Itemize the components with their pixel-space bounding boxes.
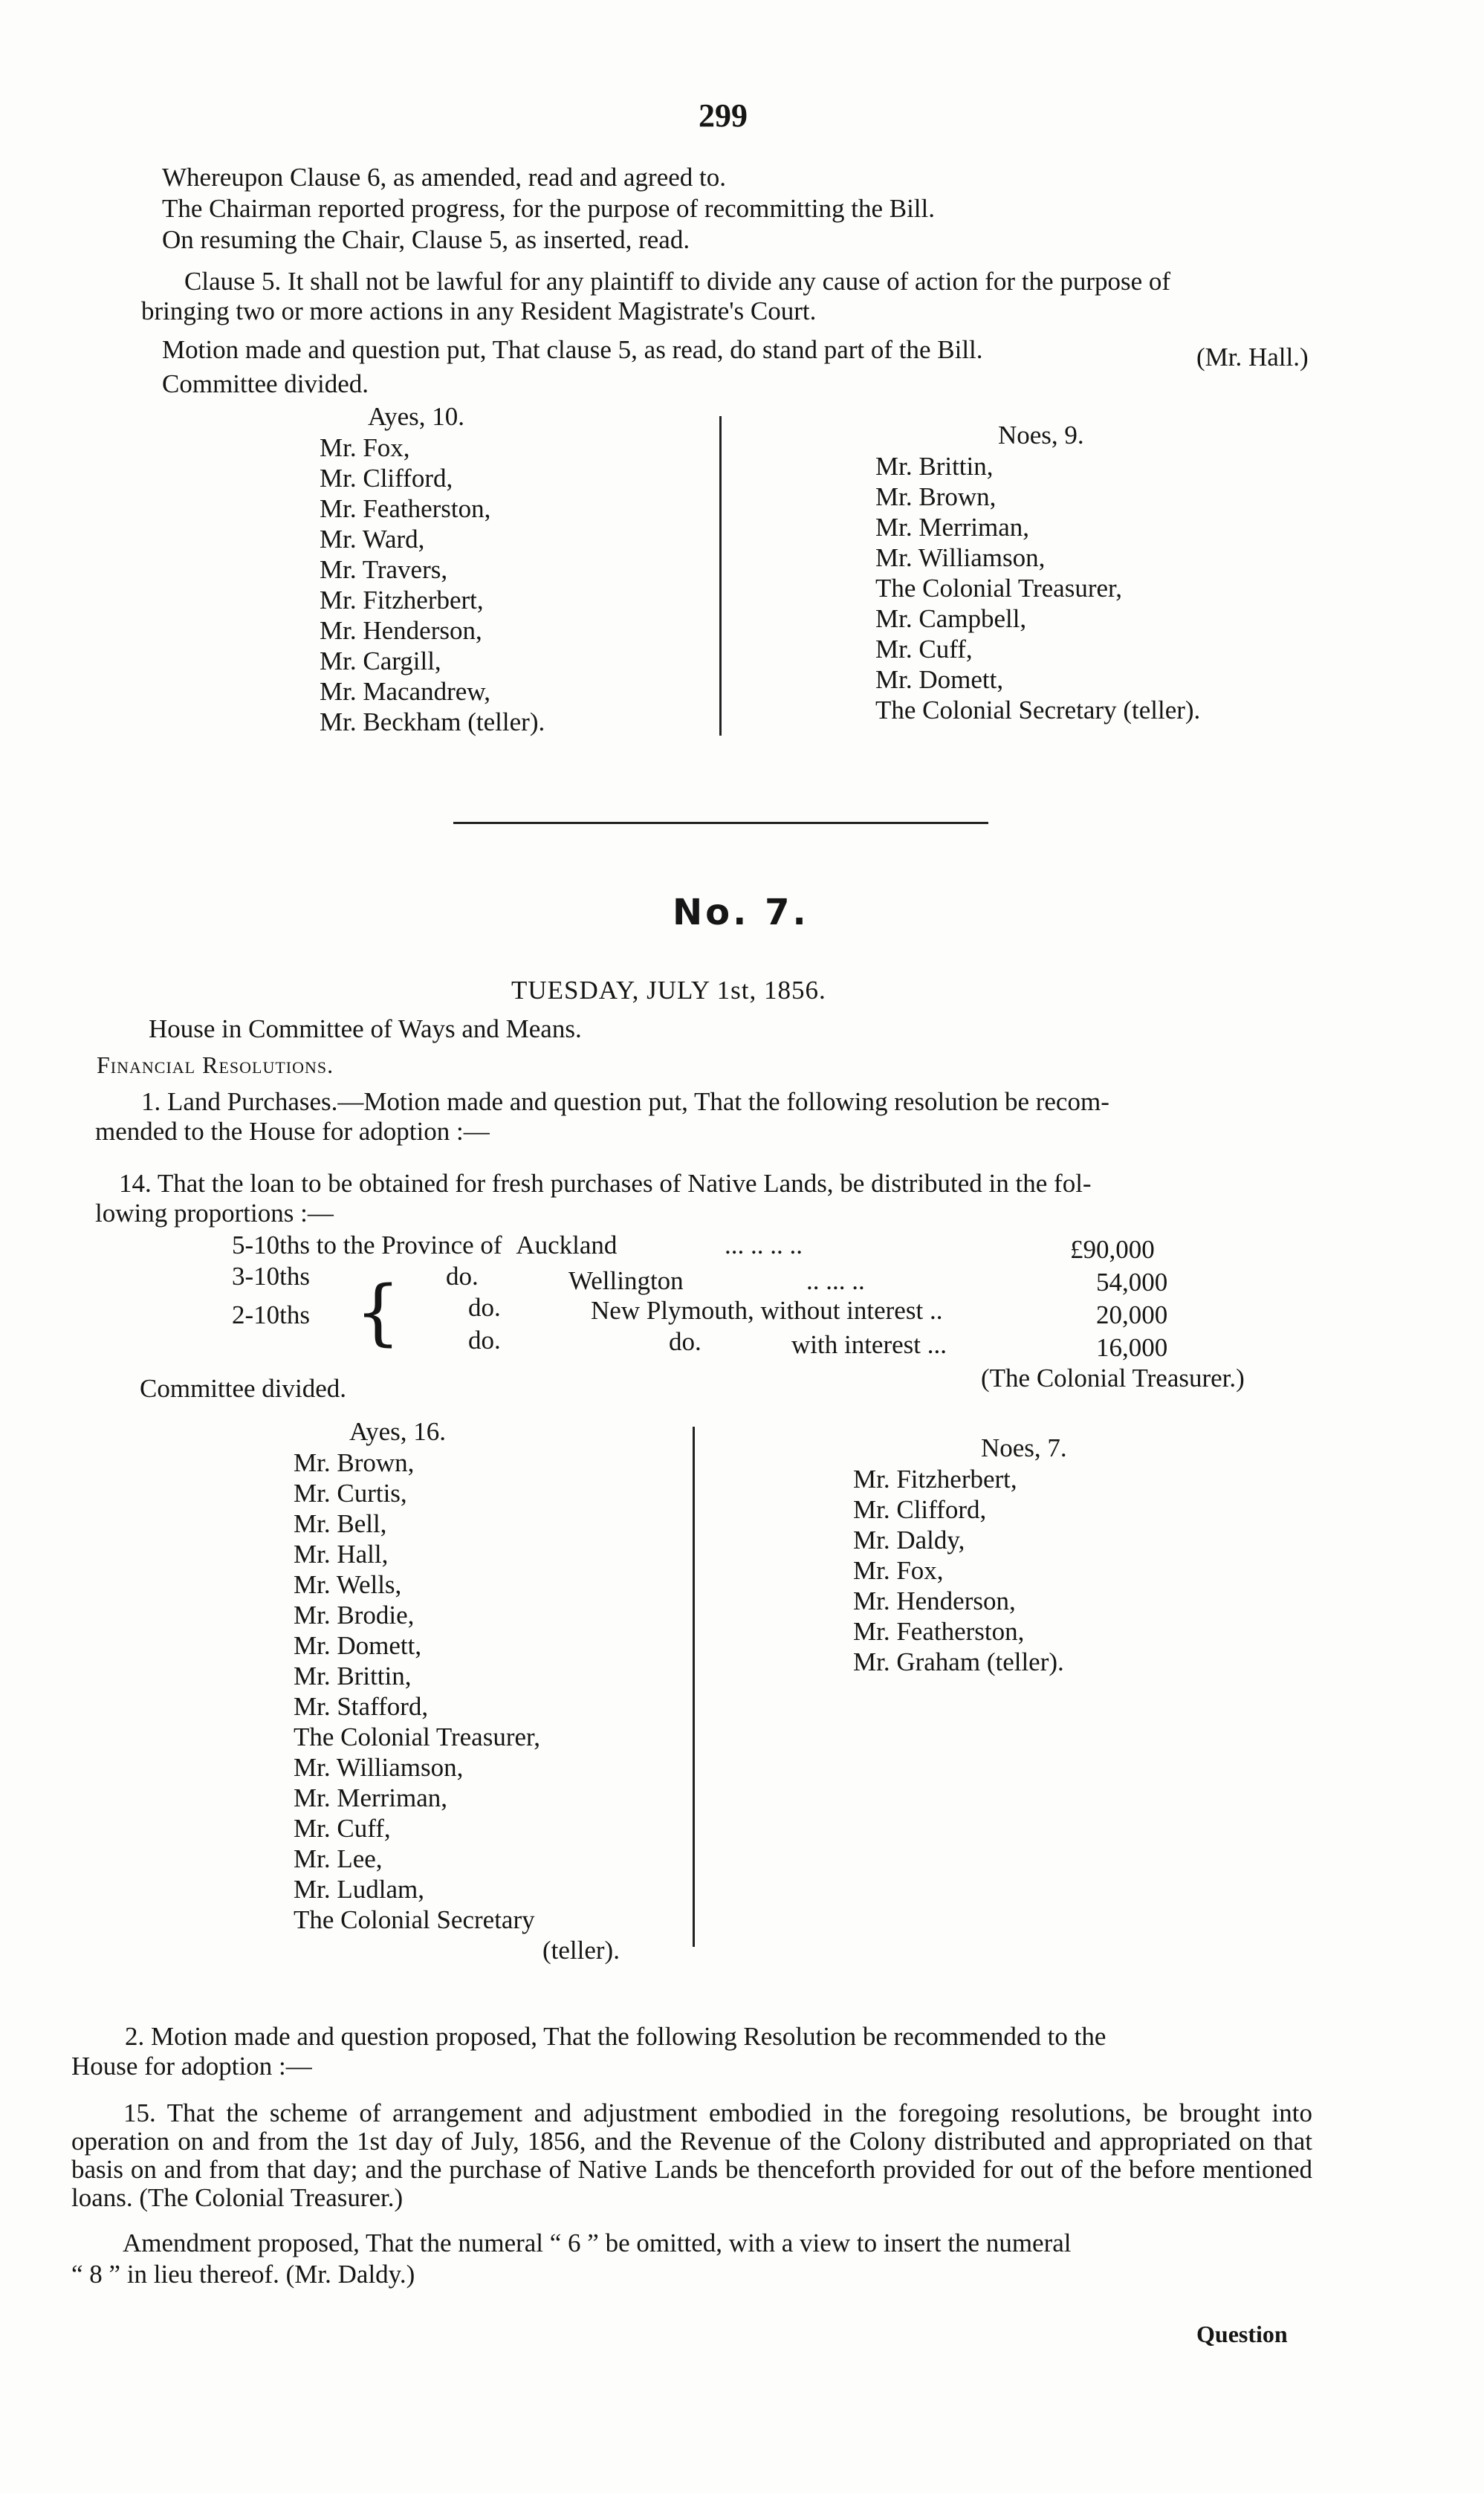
financial-resolutions-heading: Financial Resolutions. xyxy=(97,1051,334,1078)
member-name: Mr. Cuff, xyxy=(294,1814,391,1843)
member-name: Mr. Hall, xyxy=(294,1540,389,1569)
noes-heading: Noes, 9. xyxy=(998,421,1084,450)
brace-icon: { xyxy=(355,1271,401,1354)
member-name: Mr. Daldy, xyxy=(853,1526,965,1555)
member-name: Mr. Lee, xyxy=(294,1844,383,1873)
house-in-committee: House in Committee of Ways and Means. xyxy=(149,1014,582,1043)
member-name: Mr. Brown, xyxy=(294,1448,415,1477)
section-separator xyxy=(453,822,988,824)
member-name: Mr. Clifford, xyxy=(853,1495,987,1524)
table-cell-do: do. xyxy=(468,1326,501,1355)
paragraph-progress: The Chairman reported progress, for the purpose of recommitting the Bill. xyxy=(162,194,936,223)
member-name: Mr. Graham (teller). xyxy=(853,1647,1064,1676)
member-name: The Colonial Secretary xyxy=(294,1905,535,1934)
table-row xyxy=(232,1231,617,1260)
ayes-list-1 xyxy=(320,401,545,737)
table-cell-place: do. xyxy=(669,1327,702,1356)
member-name: Mr. Williamson, xyxy=(875,543,1046,572)
table-cell-place: New Plymouth, without interest .. xyxy=(591,1296,943,1325)
page-number: 299 xyxy=(699,97,748,134)
member-name: Mr. Beckham (teller). xyxy=(320,707,545,736)
table-leader: with interest ... xyxy=(791,1330,947,1359)
ayes-heading: Ayes, 16. xyxy=(349,1417,446,1446)
land-purchases-line2: mended to the House for adoption :— xyxy=(95,1117,490,1146)
resolution15: 15. That the scheme of arrangement and adjustment embodied in the foregoing resolutions, be brought into operation on and from the 1st day of July, 1856, and the Revenue of the Colony distributed and appropriated on that basis on and from that day; and the purchase of Native Lands be thenceforth provided for out of the before mentioned loans. (The Colonial Treasurer.) xyxy=(71,2098,1312,2212)
table-mover: (The Colonial Treasurer.) xyxy=(981,1364,1245,1393)
motion2-line1: 2. Motion made and question proposed, That the following Resolution be recommended to the xyxy=(125,2022,1106,2051)
member-name: Mr. Merriman, xyxy=(294,1783,448,1812)
table-cell-do: do. xyxy=(446,1262,479,1291)
member-name: Mr. Wells, xyxy=(294,1570,402,1599)
noes-list-1 xyxy=(875,420,1200,725)
catchword: Question xyxy=(1196,2321,1288,2347)
table-cell-amount: £90,000 xyxy=(1070,1235,1155,1264)
member-name: Mr. Williamson, xyxy=(294,1753,464,1782)
noes-list-2 xyxy=(853,1433,1067,1677)
table-cell-share: 2-10ths xyxy=(232,1300,310,1329)
member-name: The Colonial Treasurer, xyxy=(875,574,1123,603)
table-cell-share: 5-10ths to the Province of xyxy=(232,1231,502,1260)
member-name: Mr. Henderson, xyxy=(853,1586,1016,1615)
member-name: Mr. Curtis, xyxy=(294,1479,407,1508)
amendment-line1: Amendment proposed, That the numeral “ 6 ” be omitted, with a view to insert the numeral xyxy=(123,2228,1072,2257)
motion2-line2: House for adoption :— xyxy=(71,2052,312,2081)
ayes-list-2 xyxy=(294,1416,620,1965)
column-divider xyxy=(693,1427,695,1947)
member-name: Mr. Travers, xyxy=(320,555,448,584)
committee-divided-1: Committee divided. xyxy=(162,369,369,398)
member-name: Mr. Ward, xyxy=(320,525,425,554)
table-leader: .. ... .. xyxy=(806,1266,865,1295)
table-cell-amount: 16,000 xyxy=(1096,1333,1168,1362)
paragraph-resuming: On resuming the Chair, Clause 5, as inserted, read. xyxy=(162,225,690,254)
resolution14-line2: lowing proportions :— xyxy=(95,1199,334,1228)
member-name: Mr. Domett, xyxy=(294,1631,422,1660)
clause5-line2: bringing two or more actions in any Resident Magistrate's Court. xyxy=(141,296,817,325)
member-name: Mr. Brittin, xyxy=(875,452,994,481)
motion-mover: (Mr. Hall.) xyxy=(1196,343,1309,372)
table-cell-amount: 54,000 xyxy=(1096,1268,1168,1297)
member-name: Mr. Fox, xyxy=(853,1556,944,1585)
member-name: Mr. Brittin, xyxy=(294,1662,412,1690)
amendment-line2: “ 8 ” in lieu thereof. (Mr. Daldy.) xyxy=(71,2260,415,2289)
member-name: Mr. Cargill, xyxy=(320,646,441,675)
committee-divided-2: Committee divided. xyxy=(140,1374,347,1403)
member-name: Mr. Featherston, xyxy=(853,1617,1025,1646)
resolution14-line1: 14. That the loan to be obtained for fresh purchases of Native Lands, be distributed in the fol- xyxy=(119,1169,1092,1198)
clause5-line1: Clause 5. It shall not be lawful for any plaintiff to divide any cause of action for the purpose of xyxy=(184,267,1171,296)
member-name: The Colonial Treasurer, xyxy=(294,1722,541,1751)
table-cell-place: Wellington xyxy=(568,1266,684,1295)
member-name: Mr. Featherston, xyxy=(320,494,491,523)
member-name: Mr. Fitzherbert, xyxy=(853,1465,1017,1494)
paragraph-clause6: Whereupon Clause 6, as amended, read and agreed to. xyxy=(162,163,726,192)
member-name: Mr. Brown, xyxy=(875,482,997,511)
motion-text: Motion made and question put, That clause 5, as read, do stand part of the Bill. xyxy=(162,335,983,364)
member-name: Mr. Merriman, xyxy=(875,513,1030,542)
table-leader: ... .. .. .. xyxy=(725,1231,803,1260)
member-name: Mr. Fox, xyxy=(320,433,410,462)
member-name: Mr. Clifford, xyxy=(320,464,453,493)
ayes-heading: Ayes, 10. xyxy=(368,402,464,431)
table-cell-do: do. xyxy=(468,1293,501,1322)
member-name: Mr. Fitzherbert, xyxy=(320,586,484,615)
table-cell-amount: 20,000 xyxy=(1096,1300,1168,1329)
land-purchases-line1: 1. Land Purchases.—Motion made and question put, That the following resolution be recom- xyxy=(141,1087,1109,1116)
member-name: Mr. Domett, xyxy=(875,665,1004,694)
member-name: Mr. Stafford, xyxy=(294,1692,429,1721)
member-name: Mr. Bell, xyxy=(294,1509,387,1538)
column-divider xyxy=(719,416,722,736)
member-name: Mr. Ludlam, xyxy=(294,1875,424,1904)
member-name: The Colonial Secretary (teller). xyxy=(875,696,1201,724)
section-heading: No. 7. xyxy=(673,892,809,933)
table-cell-share: 3-10ths xyxy=(232,1262,310,1291)
member-name: Mr. Henderson, xyxy=(320,616,482,645)
member-name: Mr. Macandrew, xyxy=(320,677,491,706)
member-name: Mr. Campbell, xyxy=(875,604,1027,633)
sitting-date: TUESDAY, JULY 1st, 1856. xyxy=(511,976,826,1005)
member-name: Mr. Brodie, xyxy=(294,1601,415,1630)
teller-label: (teller). xyxy=(542,1936,620,1965)
table-cell-place: Auckland xyxy=(516,1231,618,1260)
noes-heading: Noes, 7. xyxy=(981,1433,1067,1462)
member-name: Mr. Cuff, xyxy=(875,635,973,664)
